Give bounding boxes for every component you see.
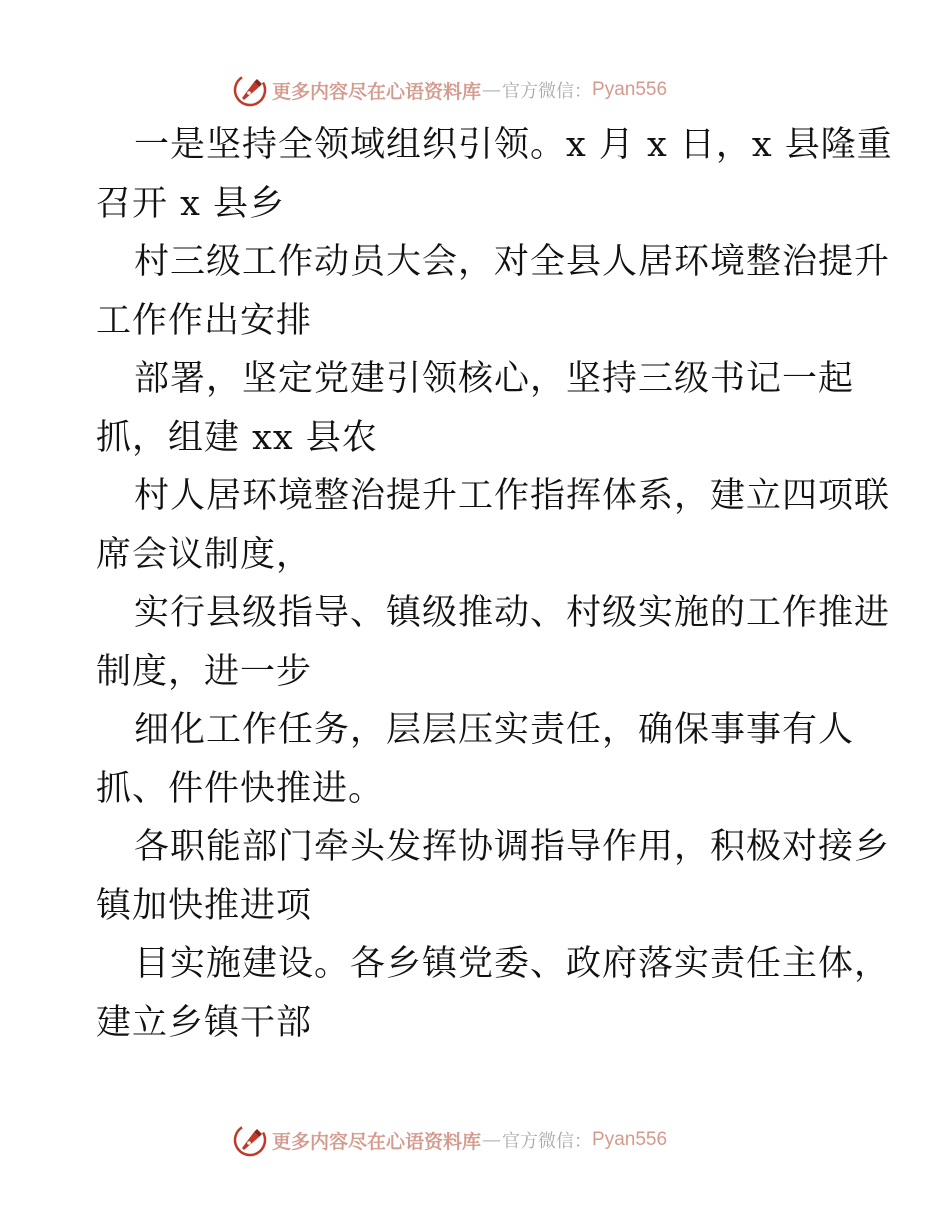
pen-nib-logo-icon [232, 72, 268, 108]
watermark-brand-text: 更多内容尽在心语资料库 [272, 80, 482, 103]
watermark-wechat-id: Pyan556 [592, 79, 668, 100]
text-line: 各职能部门牵头发挥协调指导作用，积极对接乡 [134, 827, 891, 867]
text-line: 抓，组建 xx 县农 [96, 417, 378, 458]
text-line: 抓、件件快推进。 [96, 768, 385, 809]
text-line: 村三级工作动员大会，对全县人居环境整治提升 [134, 242, 891, 282]
text-line: 部署，坚定党建引领核心，坚持三级书记一起 [134, 359, 855, 399]
text-line: 村人居环境整治提升工作指挥体系，建立四项联 [134, 476, 891, 516]
text-line: 工作作出安排 [96, 300, 313, 341]
watermark-header [232, 72, 667, 108]
pen-nib-logo-icon [232, 1122, 268, 1158]
watermark-dash: — [482, 1129, 502, 1151]
text-line: 席会议制度， [96, 534, 313, 575]
watermark-wechat-label: 官方微信： [502, 81, 593, 102]
text-line: 制度，进一步 [96, 651, 313, 692]
text-line: 目实施建设。各乡镇党委、政府落实责任主体， [134, 944, 891, 984]
text-line: 召开 x 县乡 [96, 183, 285, 224]
text-line: 实行县级指导、镇级推动、村级实施的工作推进 [134, 593, 891, 633]
text-line: 一是坚持全领域组织引领。x 月 x 日，x 县隆重 [134, 125, 893, 165]
watermark-footer [232, 1122, 667, 1158]
watermark-brand-text: 更多内容尽在心语资料库 [272, 1130, 482, 1153]
document-body [96, 116, 893, 1052]
text-line: 细化工作任务，层层压实责任，确保事事有人 [134, 710, 855, 750]
watermark-wechat-id: Pyan556 [592, 1129, 668, 1150]
text-line: 镇加快推进项 [96, 885, 313, 926]
text-line: 建立乡镇干部 [96, 1002, 313, 1043]
watermark-wechat-label: 官方微信： [502, 1131, 593, 1152]
watermark-dash: — [482, 79, 502, 101]
